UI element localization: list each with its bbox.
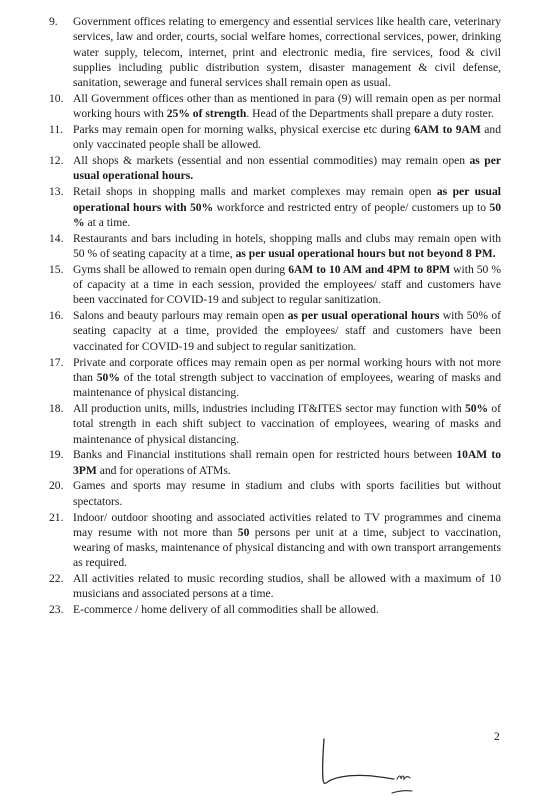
signature — [300, 733, 450, 810]
bold-text: as per usual operational hours — [287, 309, 440, 323]
item-text: Games and sports may resume in stadium and clubs with sports facilities but without spectators. — [73, 479, 501, 508]
list-item — [49, 401, 501, 447]
item-text: Government offices relating to emergency and essential services like health care, veterinary services, law and order, courts, social welfare homes, correctional services, power, drinking water supply, telecom, internet, print and electronic media, fire services, food & civil supplies including public distribution system, disaster management & civil defense, sanitation, sewerage and funeral services shall remain open as usual. — [73, 15, 501, 90]
item-number: 16. — [49, 309, 64, 323]
item-text: Banks and Financial institutions shall remain open for restricted hours between — [73, 448, 457, 462]
bold-text: 50% — [464, 401, 489, 415]
item-text: and for operations of ATMs. — [96, 463, 231, 477]
item-text: All Government offices other than as mentioned in para (9) will remain open as per normal working hours with — [73, 91, 501, 121]
item-number: 22. — [49, 572, 64, 586]
item-text: of total strength in each shift subject to vaccination of employees, wearing of masks and maintenance of physical distancing. — [73, 401, 501, 446]
item-text: Private and corporate offices may remain open as per normal working hours with not more than — [73, 355, 501, 384]
list-item — [49, 262, 501, 308]
item-number: 15. — [49, 262, 64, 276]
item-text: All production units, mills, industries including IT&ITES sector may function with — [73, 401, 465, 415]
numbered-list — [0, 14, 552, 618]
item-number: 9. — [49, 15, 58, 28]
item-number: 20. — [49, 479, 64, 493]
item-text: All activities related to music recording studios, shall be allowed with a maximum of 10 musicians and associated persons at a time. — [73, 572, 501, 601]
list-item — [49, 355, 502, 401]
bold-text: as per usual operational hours with 50% — [73, 185, 501, 214]
item-text: . Head of the Departments shall prepare a duty roster. — [246, 107, 494, 121]
list-item — [49, 447, 501, 478]
list-item — [49, 14, 501, 90]
item-text: Gyms shall be allowed to remain open during — [73, 262, 289, 276]
item-number: 19. — [49, 448, 64, 462]
signature-mark — [300, 733, 450, 805]
list-item — [49, 602, 501, 617]
item-text: Retail shops in shopping malls and market complexes may remain open — [73, 185, 437, 199]
item-text: Salons and beauty parlours may remain open — [73, 309, 288, 323]
list-item — [49, 478, 501, 509]
item-text: of the total strength subject to vaccination of employees, wearing of masks and maintenance of physical distancing. — [73, 370, 502, 400]
bold-text: 6AM to 9AM — [414, 123, 481, 137]
list-item — [49, 308, 502, 354]
item-number: 21. — [49, 510, 64, 524]
item-text: and only vaccinated people shall be allowed. — [73, 123, 501, 152]
item-number: 23. — [49, 603, 64, 617]
page-number: 2 — [494, 730, 500, 743]
item-text: with 50 % of capacity at a time in each session, provided the employees/ staff and customers have been vaccinated for COVID-19 and subject to regular sanitization. — [73, 262, 501, 307]
bold-text: 50 % — [73, 200, 501, 229]
bold-text: 50% — [96, 370, 120, 384]
item-text: All shops & markets (essential and non essential commodities) may remain open — [73, 154, 470, 168]
bold-text: 6AM to 10 AM and 4PM to 8PM — [288, 262, 451, 276]
item-text: Parks may remain open for morning walks, physical exercise etc during — [73, 123, 415, 137]
list-item — [49, 122, 501, 153]
bold-text: as per usual operational hours. — [73, 154, 501, 183]
item-number: 10. — [49, 91, 64, 105]
bold-text: 50 — [237, 525, 250, 539]
list-item — [49, 153, 501, 184]
item-number: 18. — [49, 401, 64, 415]
list-item — [49, 571, 501, 602]
item-text: persons per unit at a time, subject to vaccination, wearing of masks, maintenance of physical distancing and with own transport arrangements as required. — [73, 525, 501, 570]
bold-text: as per usual operational hours but not beyond 8 PM. — [235, 246, 496, 260]
item-number: 17. — [49, 355, 64, 369]
item-text: with 50% of seating capacity at a time, provided the employees/ staff and customers have been vaccinated for COVID-19 and subject to regular sanitization. — [73, 309, 502, 353]
item-number: 13. — [49, 185, 64, 199]
item-text: Restaurants and bars including in hotels, shopping malls and clubs may remain open with 50 % of seating capacity at a time, — [73, 231, 501, 260]
list-item — [49, 231, 501, 262]
item-text: E-commerce / home delivery of all commodities shall be allowed. — [73, 603, 379, 617]
list-item — [49, 184, 501, 230]
list-item — [49, 91, 501, 122]
item-number: 14. — [49, 231, 64, 245]
item-number: 12. — [49, 154, 64, 168]
item-number: 11. — [49, 123, 64, 137]
bold-text: 25% of strength — [166, 107, 247, 121]
item-text: Indoor/ outdoor shooting and associated activities related to TV programmes and cinema may resume with not more than — [73, 510, 501, 539]
item-text: at a time. — [84, 215, 131, 229]
item-text: workforce and restricted entry of people/ customers up to — [213, 200, 490, 214]
bold-text: 10AM to 3PM — [73, 448, 501, 477]
list-item — [49, 510, 501, 571]
